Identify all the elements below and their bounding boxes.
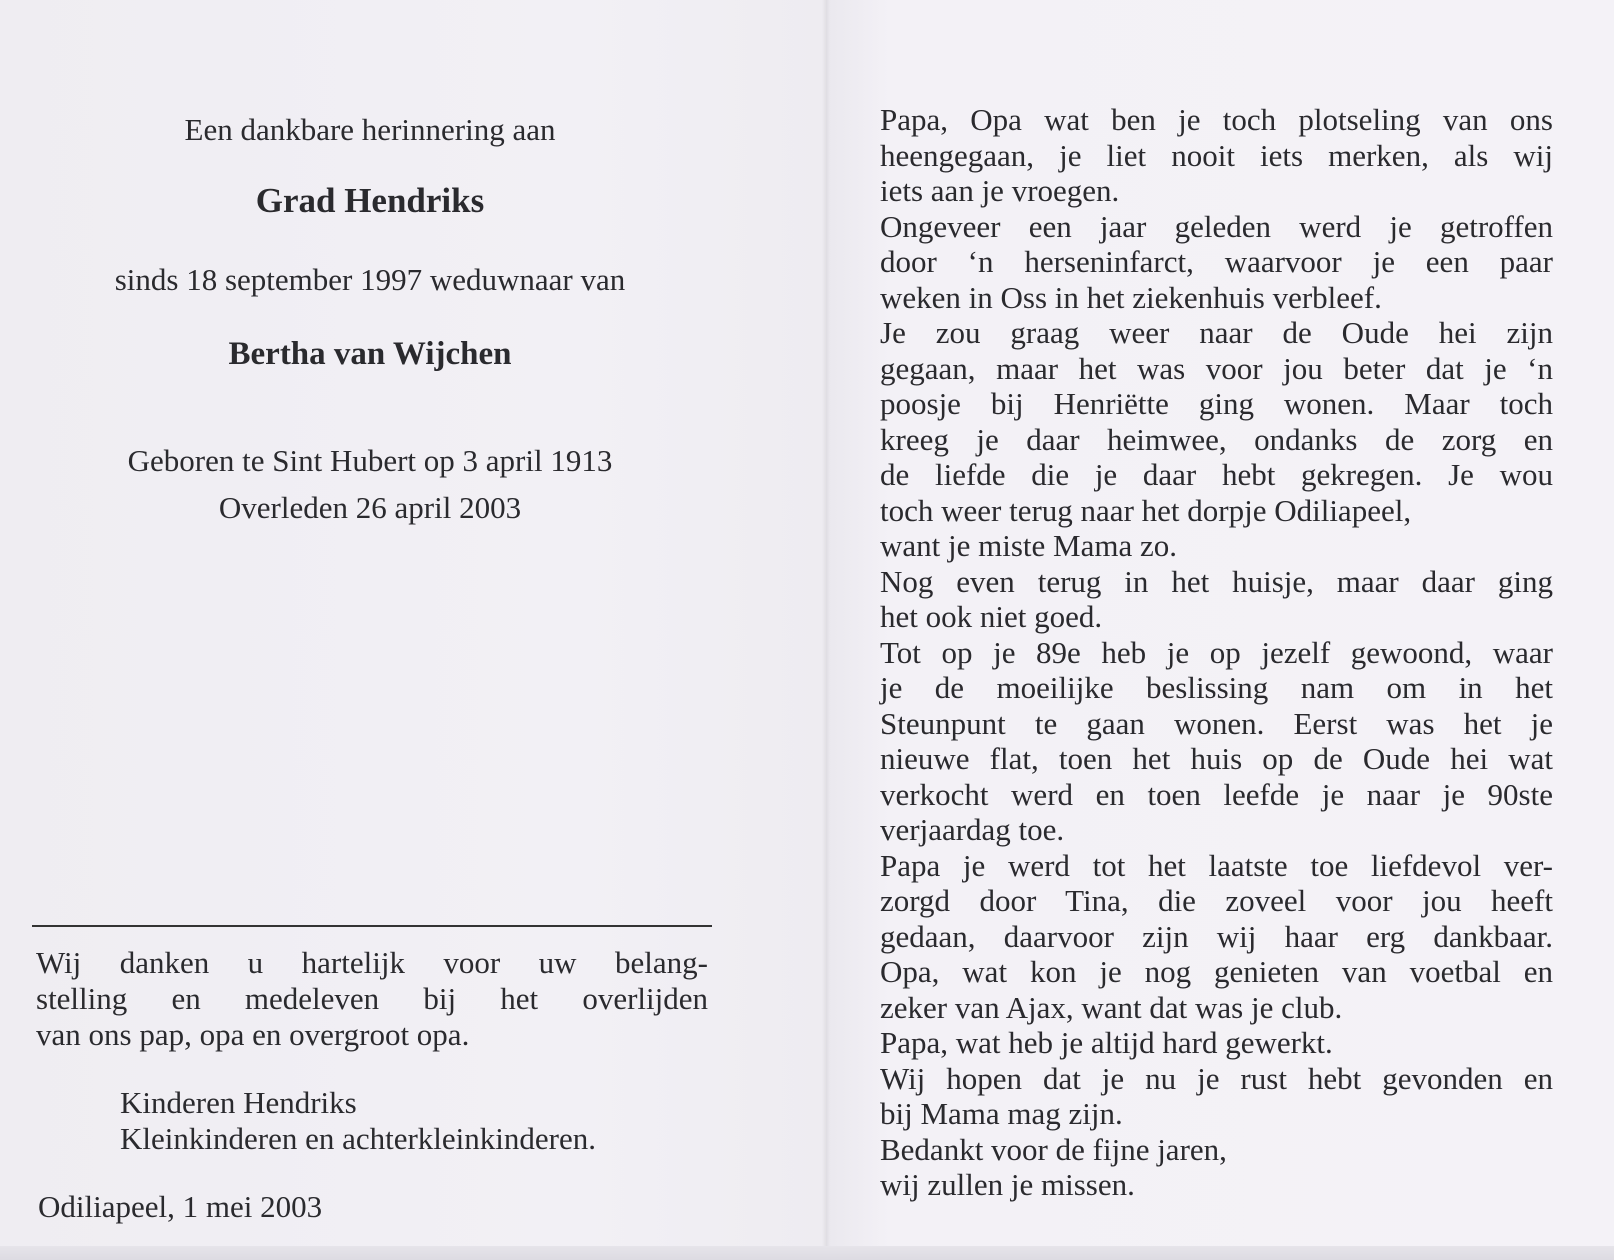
death-line: Overleden 26 april 2003	[218, 490, 522, 525]
poem-line: nieuwe flat, toen het huis op de Oude hei wat	[880, 741, 1553, 776]
poem-line: toch weer terug naar het dorpje Odiliapeel,	[880, 492, 1412, 528]
poem-line: Papa, wat heb je altijd hard gewerkt.	[880, 1025, 1333, 1060]
poem-line: heengegaan, je liet nooit iets merken, als wij	[880, 137, 1553, 173]
signature-children: Kinderen Hendriks	[120, 1085, 357, 1120]
poem-line: het ook niet goed.	[880, 599, 1103, 634]
thanks-line: stelling en medeleven bij het overlijden	[36, 981, 708, 1016]
poem-line: Je zou graag weer naar de Oude hei zijn	[880, 315, 1553, 350]
poem-line: de liefde die je daar hebt gekregen. Je wou	[880, 457, 1553, 492]
poem-text	[880, 102, 1553, 1203]
poem-line: Papa je werd tot het laatste toe liefdevol ver-	[880, 847, 1553, 883]
poem-line: verjaardag toe.	[880, 812, 1065, 847]
deceased-name: Grad Hendriks	[255, 181, 485, 220]
poem-line: door ‘n herseninfarct, waarvoor je een paar	[880, 244, 1553, 279]
poem-line: Steunpunt te gaan wonen. Eerst was het je	[880, 705, 1553, 741]
place-date: Odiliapeel, 1 mei 2003	[38, 1189, 323, 1224]
poem-line: Nog even terug in het huisje, maar daar ging	[880, 563, 1553, 599]
birth-line: Geboren te Sint Hubert op 3 april 1913	[127, 443, 613, 478]
thanks-line: van ons pap, opa en overgroot opa.	[36, 1017, 470, 1052]
poem-line: kreeg je daar heimwee, ondanks de zorg en	[880, 421, 1553, 457]
poem-line: verkocht werd en toen leefde je naar je 90ste	[880, 776, 1553, 812]
poem-line: Papa, Opa wat ben je toch plotseling van ons	[880, 102, 1553, 137]
poem-line: gegaan, maar het was voor jou beter dat je ‘n	[880, 350, 1553, 386]
poem-line: gedaan, daarvoor zijn wij haar erg dankbaar.	[880, 918, 1553, 954]
poem-line: je de moeilijke beslissing nam om in het	[880, 670, 1553, 705]
poem-line: Wij hopen dat je nu je rust hebt gevonden en	[880, 1060, 1553, 1096]
poem-line: iets aan je vroegen.	[880, 173, 1120, 208]
intro-text: Een dankbare herinnering aan	[184, 112, 556, 147]
poem-line: Bedankt voor de fijne jaren,	[880, 1131, 1227, 1167]
poem-line: poosje bij Henriëtte ging wonen. Maar toch	[880, 386, 1553, 421]
scan-edge	[0, 1246, 1614, 1260]
poem-line: Ongeveer een jaar geleden werd je getroffen	[880, 208, 1553, 244]
poem-line: want je miste Mama zo.	[880, 528, 1177, 563]
poem-line: wij zullen je missen.	[880, 1167, 1135, 1202]
poem-line: zorgd door Tina, die zoveel voor jou heeft	[880, 883, 1553, 918]
thanks-line: Wij danken u hartelijk voor uw belang-	[36, 945, 708, 980]
poem-line: Opa, wat kon je nog genieten van voetbal en	[880, 954, 1553, 989]
divider-line	[32, 925, 712, 927]
poem-line: zeker van Ajax, want dat was je club.	[880, 989, 1343, 1025]
poem-line: weken in Oss in het ziekenhuis verbleef.	[880, 279, 1382, 315]
poem-line: Tot op je 89e heb je op jezelf gewoond, waar	[880, 634, 1553, 670]
poem-line: bij Mama mag zijn.	[880, 1096, 1123, 1131]
widower-line: sinds 18 september 1997 weduwnaar van	[114, 262, 626, 297]
spouse-name: Bertha van Wijchen	[228, 336, 512, 372]
signature-grandchildren: Kleinkinderen en achterkleinkinderen.	[120, 1121, 596, 1156]
card-fold	[822, 0, 830, 1260]
